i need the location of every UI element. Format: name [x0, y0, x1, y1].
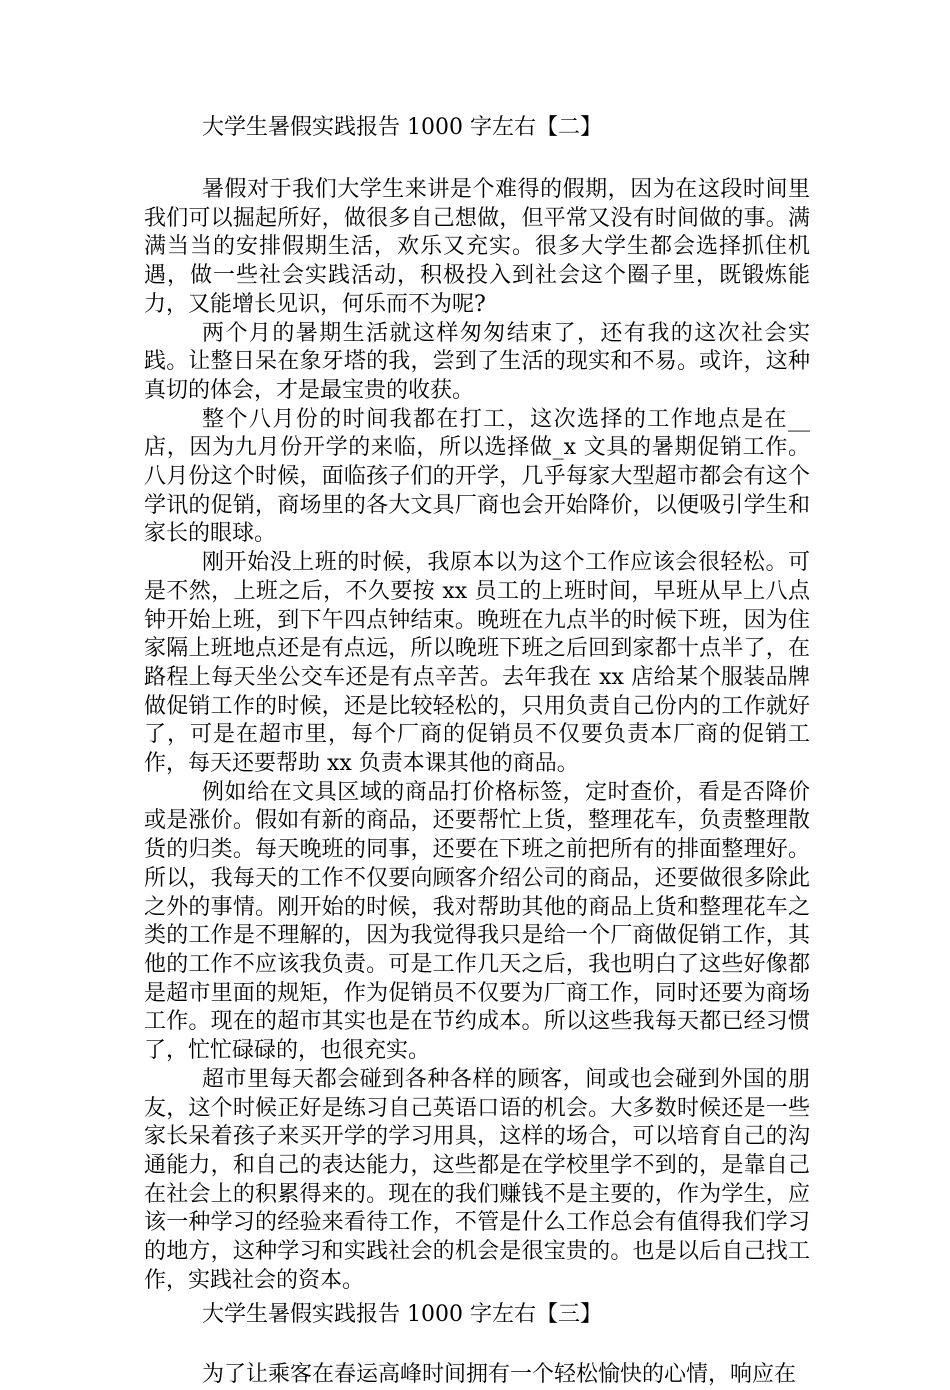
- paragraph: 超市里每天都会碰到各种各样的顾客，间或也会碰到外国的朋友，这个时候正好是练习自己英语口语的机会。大多数时候还是一些家长呆着孩子来买开学的学习用具，这样的场合，可以培育自己的沟通能力，和自己的表达能力，这些都是在学校里学不到的，是靠自己在社会上的积累得来的。现在的我们赚钱不是主要的，作为学生，应该一种学习的经验来看待工作，不管是什么工作总会有值得我们学习的地方，这种学习和实践社会的机会是很宝贵的。也是以后自己找工作，实践社会的资本。: [144, 1066, 810, 1293]
- paragraph: 例如给在文具区域的商品打价格标签，定时查价，看是否降价或是涨价。假如有新的商品，还要帮忙上货，整理花车，负责整理散货的归类。每天晚班的同事，还要在下班之前把所有的排面整理好。所以，我每天的工作不仅要向顾客介绍公司的商品，还要做很多除此之外的事情。刚开始的时候，我对帮助其他的商品上货和整理花车之类的工作是不理解的，因为我觉得我只是给一个厂商做促销工作，其他的工作不应该我负责。可是工作几天之后，我也明白了这些好像都是超市里面的规矩，作为促销员不仅要为厂商工作，同时还要为商场工作。现在的超市其实也是在节约成本。所以这些我每天都已经习惯了，忙忙碌碌的，也很充实。: [144, 779, 810, 1064]
- paragraph: 整个八月份的时间我都在打工，这次选择的工作地点是在__店，因为九月份开学的来临，所以选择做_x 文具的暑期促销工作。八月份这个时候，面临孩子们的开学，几乎每家大型超市都会有这个学讯的促销，商场里的各大文具厂商也会开始降价，以便吸引学生和家长的眼球。: [144, 406, 810, 547]
- section-heading: 大学生暑假实践报告 1000 字左右【三】: [202, 1302, 602, 1328]
- paragraph: 为了让乘客在春运高峰时间拥有一个轻松愉快的心情，响应在: [202, 1362, 797, 1388]
- section-heading: 大学生暑假实践报告 1000 字左右【二】: [202, 115, 602, 140]
- blank-line: [144, 1329, 810, 1361]
- blank-line: [144, 142, 810, 176]
- paragraph: 刚开始没上班的时候，我原本以为这个工作应该会很轻松。可是不然，上班之后，不久要按 xx 员工的上班时间，早班从早上八点钟开始上班，到下午四点钟结束。晚班在九点半的时候下班，因为住家隔上班地点还是有点远，所以晚班下班之后回到家都十点半了，在路程上每天坐公交车还是有点辛苦。去年我在 xx 店给某个服装品牌做促销工作的时候，还是比较轻松的，只用负责自己份内的工作就好了，可是在超市里，每个厂商的促销员不仅要负责本厂商的促销工作，每天还要帮助 xx 负责本课其他的商品。: [144, 550, 810, 777]
- paragraph: 两个月的暑期生活就这样匆匆结束了，还有我的这次社会实践。让整日呆在象牙塔的我，尝到了生活的现实和不易。或许，这种真切的体会，才是最宝贵的收获。: [144, 320, 810, 403]
- paragraph: 暑假对于我们大学生来讲是个难得的假期，因为在这段时间里我们可以掘起所好，做很多自己想做，但平常又没有时间做的事。满满当当的安排假期生活，欢乐又充实。很多大学生都会选择抓住机遇，做一些社会实践活动，积极投入到社会这个圈子里，既锻炼能力，又能增长见识，何乐而不为呢?: [144, 177, 810, 317]
- document-page: [144, 114, 810, 1390]
